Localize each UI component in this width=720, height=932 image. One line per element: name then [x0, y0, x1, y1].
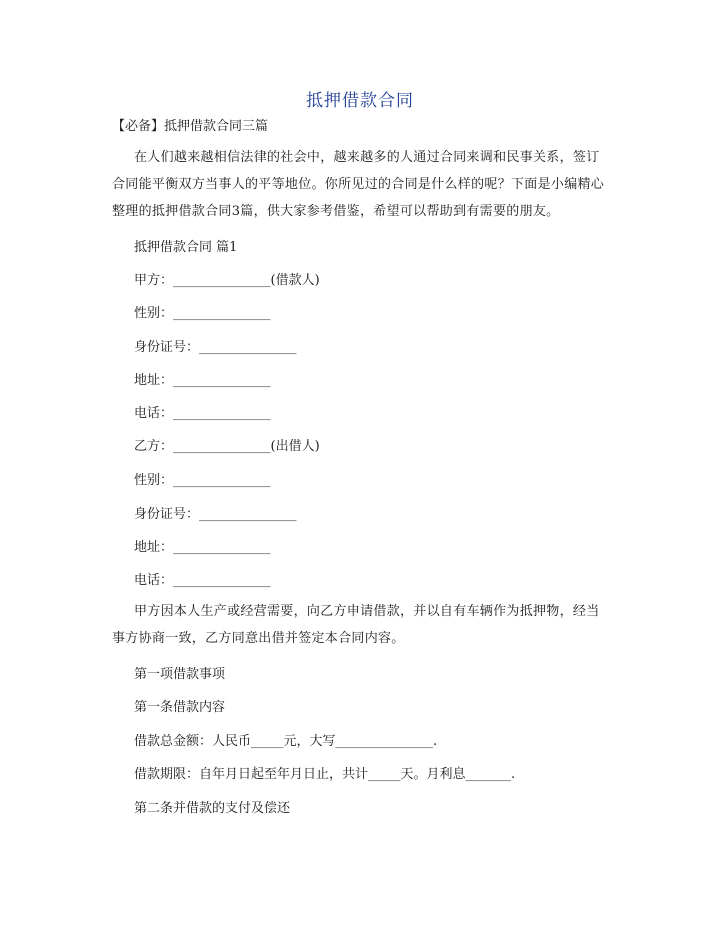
agreement-paragraph: 甲方因本人生产或经营需要，向乙方申请借款，并以自有车辆作为抵押物，经当事方协商一致，乙方同意出借并签定本合同内容。: [112, 604, 600, 646]
party-a-id-field: 身份证号：_______________: [134, 340, 297, 355]
intro-paragraph: 在人们越来越相信法律的社会中，越来越多的人通过合同来调和民事关系，签订合同能平衡双方当事人的平等地位。你所见过的合同是什么样的呢？下面是小编精心整理的抵押借款合同3篇，供大家参考借鉴，希望可以帮助到有需要的朋友。: [112, 150, 605, 219]
document-title: 抵押借款合同: [306, 91, 414, 111]
party-b-phone-field: 电话：_______________: [134, 573, 271, 588]
party-b-address-field: 地址：_______________: [134, 540, 271, 555]
section-heading: 抵押借款合同 篇1: [134, 240, 238, 255]
party-a-name-field: 甲方：_______________(借款人): [134, 273, 320, 288]
loan-amount-line: 借款总金额：人民币_____元，大写_______________.: [134, 734, 438, 749]
article-1-heading: 第一条借款内容: [134, 700, 226, 715]
document-subtitle: 【必备】抵押借款合同三篇: [112, 119, 269, 134]
party-a-phone-field: 电话：_______________: [134, 406, 271, 421]
party-b-gender-field: 性别：_______________: [134, 473, 271, 488]
party-a-gender-field: 性别：_______________: [134, 306, 271, 321]
article-2-heading: 第二条并借款的支付及偿还: [134, 801, 291, 816]
party-b-name-field: 乙方：_______________(出借人): [134, 439, 320, 454]
party-b-id-field: 身份证号：_______________: [134, 507, 297, 522]
item-heading: 第一项借款事项: [134, 667, 226, 682]
party-a-address-field: 地址：_______________: [134, 373, 271, 388]
loan-term-line: 借款期限：自年月日起至年月日止，共计_____天。月利息_______.: [134, 767, 516, 782]
